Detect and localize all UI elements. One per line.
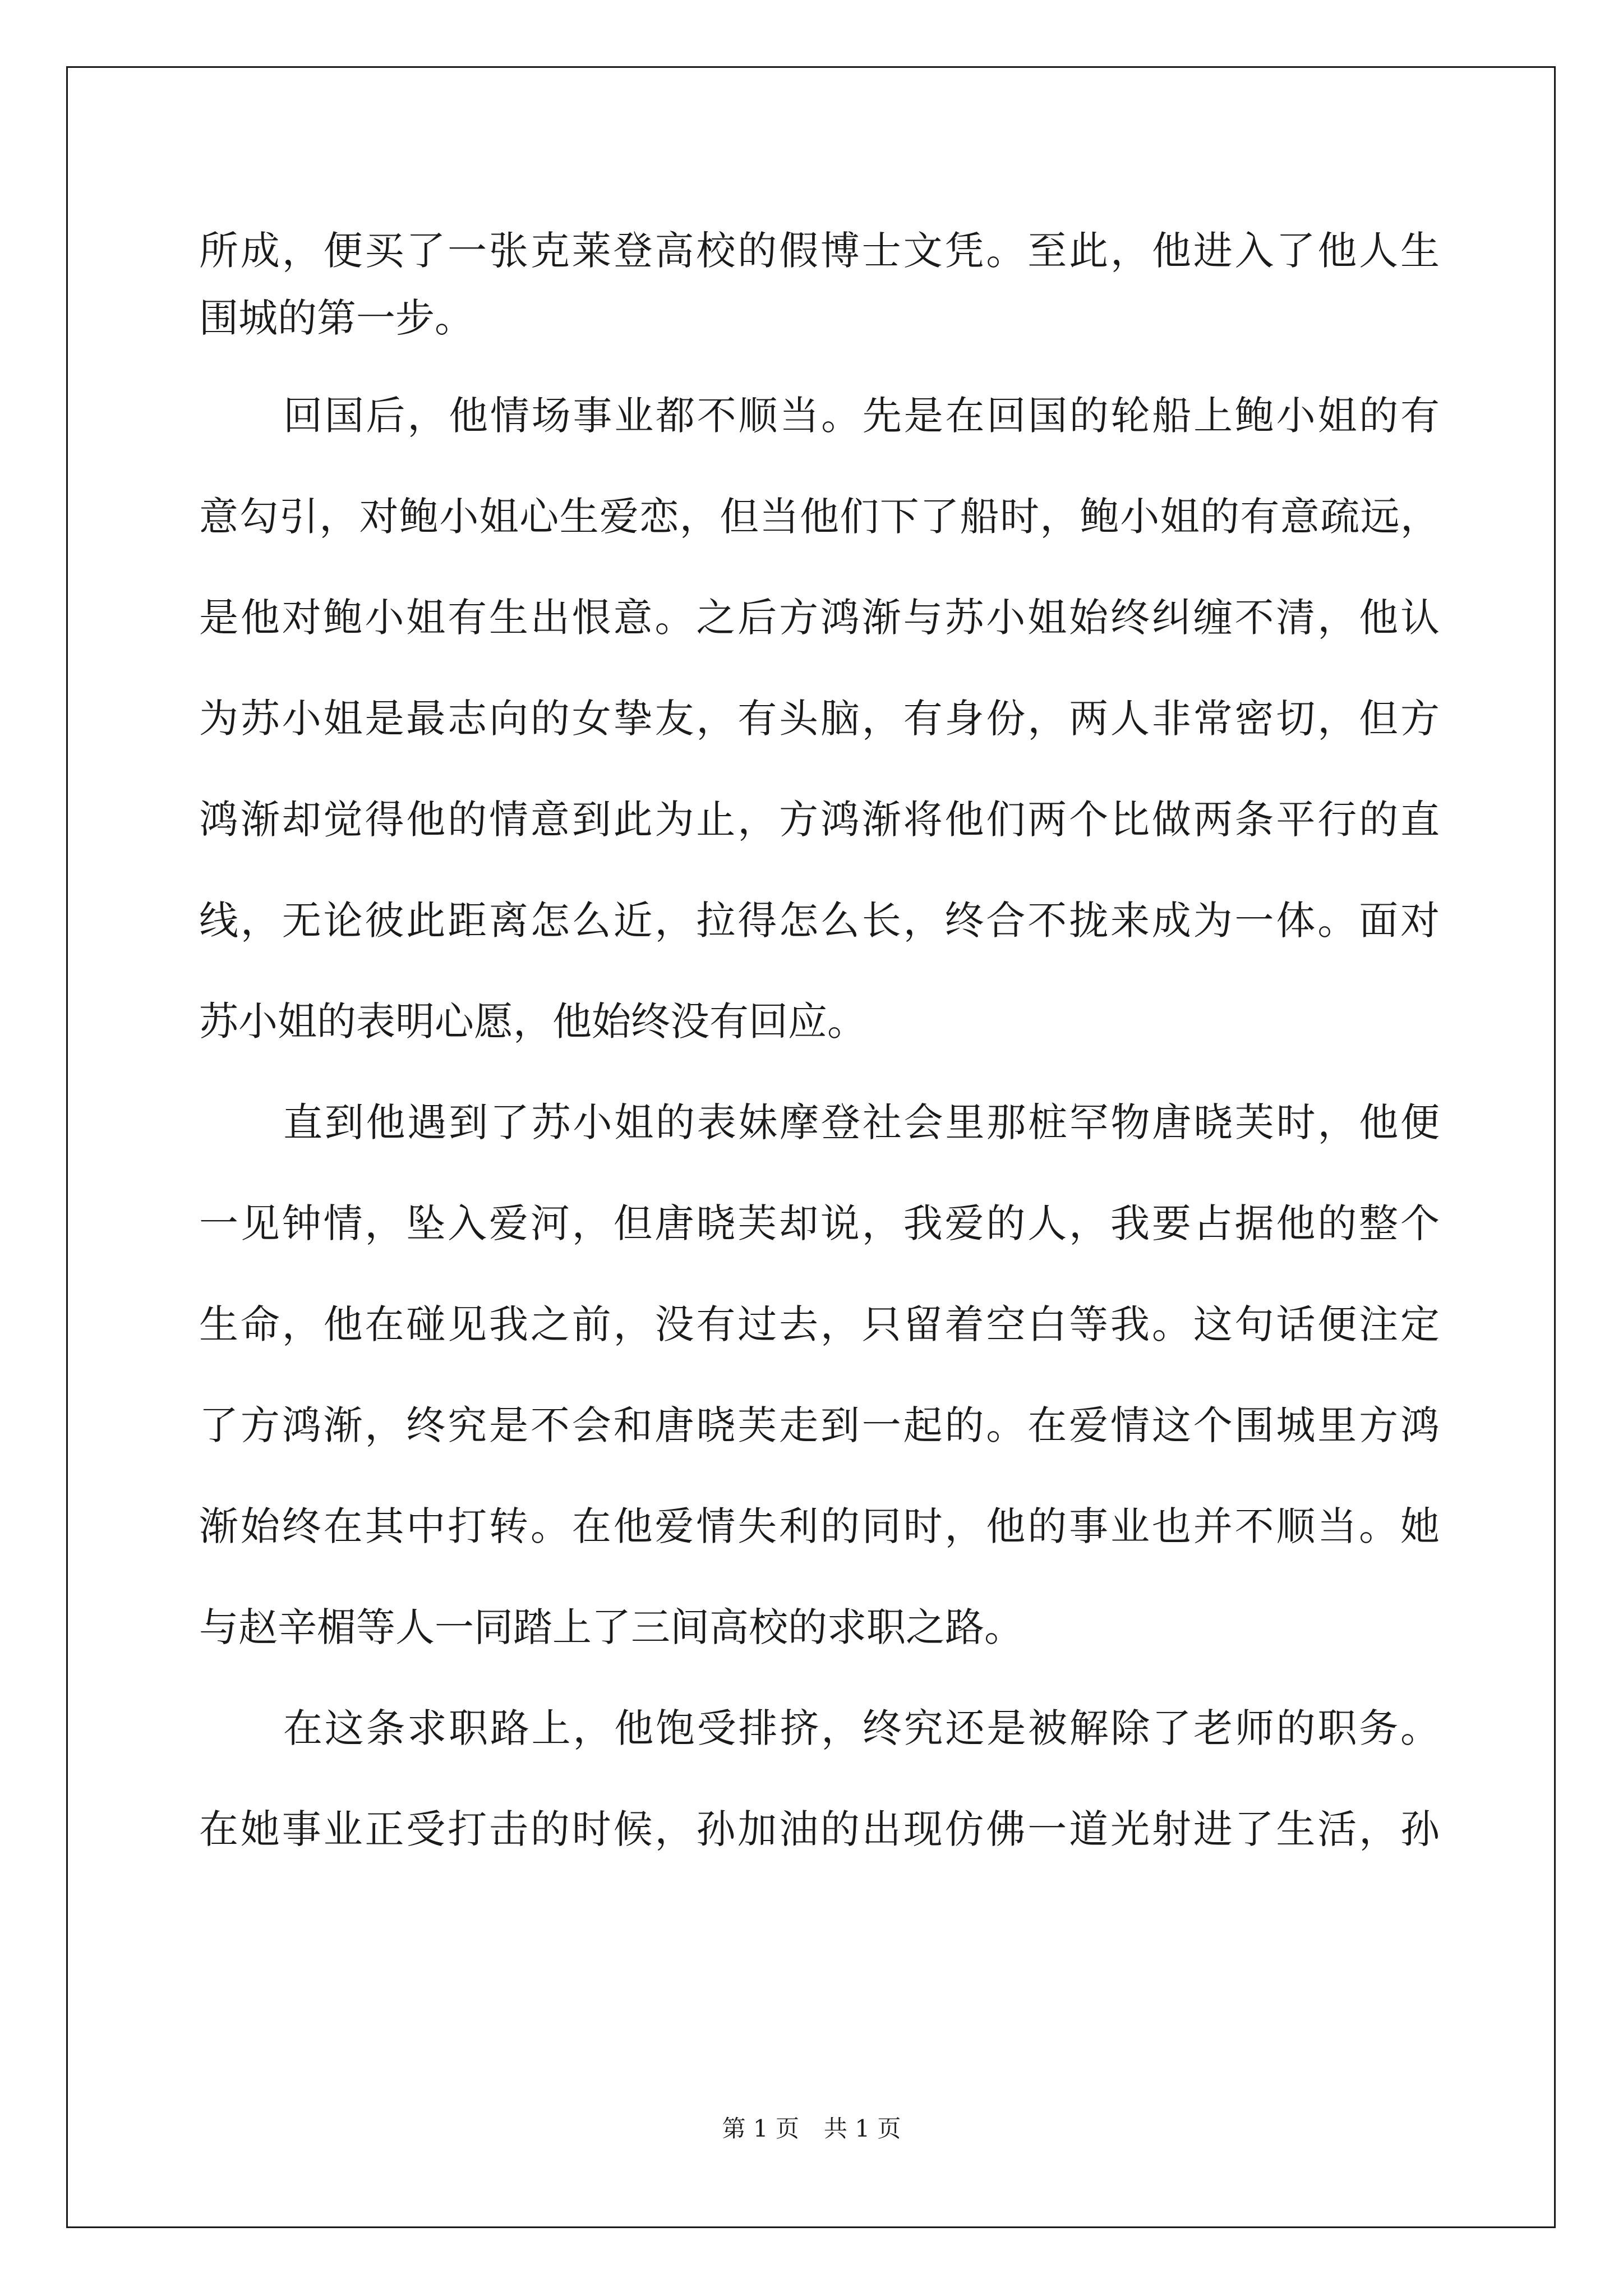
- text-line: 为苏小姐是最志向的女挚友，有头脑，有身份，两人非常密切，但方: [199, 696, 1440, 742]
- text-line: 线，无论彼此距离怎么近，拉得怎么长，终合不拢来成为一体。面对: [199, 898, 1440, 944]
- text-line: 在她事业正受打击的时候，孙加油的出现仿佛一道光射进了生活，孙: [199, 1806, 1440, 1852]
- text-line: 是他对鲍小姐有生出恨意。之后方鸿渐与苏小姐始终纠缠不清，他认: [199, 595, 1440, 641]
- text-line: 回国后，他情场事业都不顺当。先是在回国的轮船上鲍小姐的有: [283, 393, 1440, 439]
- text-line: 直到他遇到了苏小姐的表妹摩登社会里那桩罕物唐晓芙时，他便: [283, 1099, 1440, 1145]
- text-line: 围城的第一步。: [199, 295, 474, 341]
- text-line: 了方鸿渐，终究是不会和唐晓芙走到一起的。在爱情这个围城里方鸿: [199, 1402, 1440, 1448]
- text-line: 在这条求职路上，他饱受排挤，终究还是被解除了老师的职务。: [283, 1705, 1440, 1751]
- text-line: 一见钟情，坠入爱河，但唐晓芙却说，我爱的人，我要占据他的整个: [199, 1200, 1440, 1246]
- text-line: 与赵辛楣等人一同踏上了三间高校的求职之路。: [199, 1604, 1023, 1650]
- page-footer: [0, 2112, 1623, 2146]
- page-number: 第 1 页: [722, 2115, 799, 2142]
- text-line: 苏小姐的表明心愿，他始终没有回应。: [199, 999, 866, 1045]
- text-line: 所成，便买了一张克莱登高校的假博士文凭。至此，他进入了他人生: [199, 228, 1440, 274]
- text-line: 意勾引，对鲍小姐心生爱恋，但当他们下了船时，鲍小姐的有意疏远，: [199, 494, 1440, 540]
- text-line: 鸿渐却觉得他的情意到此为止，方鸿渐将他们两个比做两条平行的直: [199, 797, 1440, 843]
- page-total: 共 1 页: [824, 2115, 901, 2142]
- text-line: 生命，他在碰见我之前，没有过去，只留着空白等我。这句话便注定: [199, 1301, 1440, 1347]
- text-line: 渐始终在其中打转。在他爱情失利的同时，他的事业也并不顺当。她: [199, 1503, 1440, 1549]
